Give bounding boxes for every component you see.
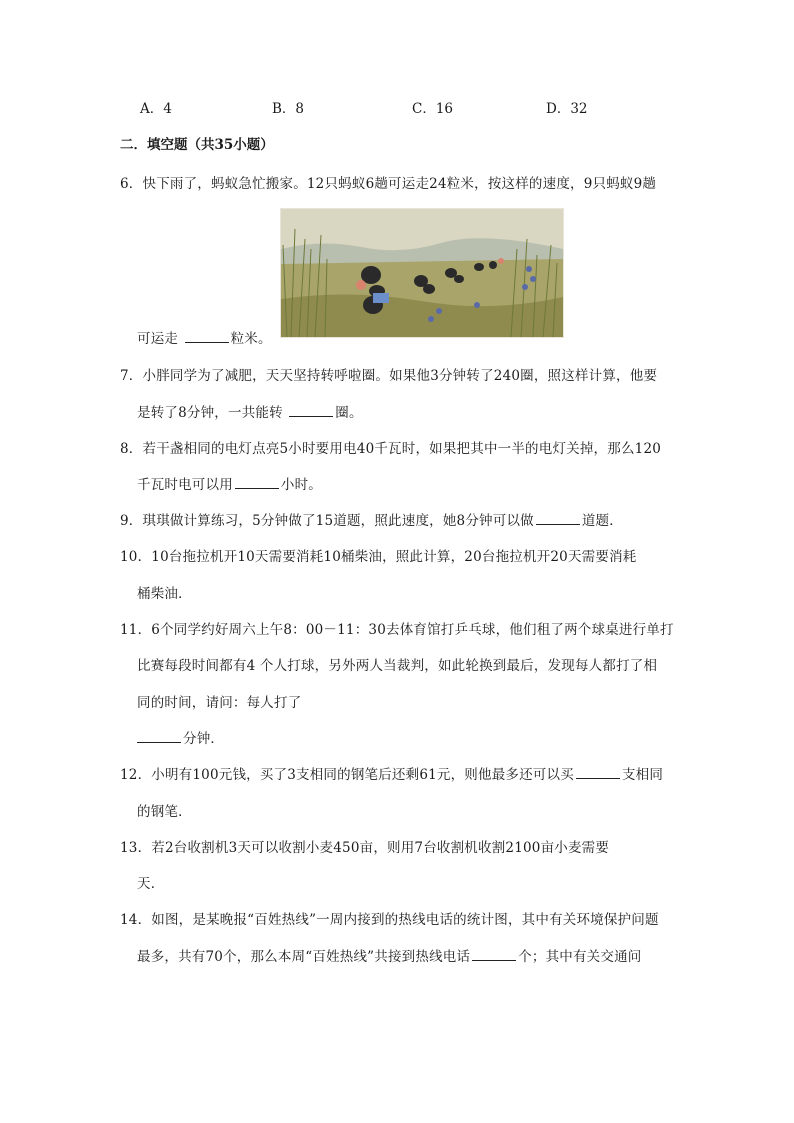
option-d: D．32 bbox=[546, 101, 588, 117]
q9-line1 bbox=[120, 509, 623, 529]
q13-line2: 天． bbox=[137, 876, 165, 892]
q8-line2-a: 千瓦时电可以用 bbox=[137, 477, 233, 493]
q6-line2-b: 粒米。 bbox=[230, 331, 272, 347]
q12-line2: 的钢笔． bbox=[137, 804, 192, 820]
option-b: B．8 bbox=[272, 101, 305, 117]
q8-line1: 8．若干盏相同的电灯点亮5小时要用电40千瓦时，如果把其中一半的电灯关掉，那么120 bbox=[120, 441, 662, 457]
q8-answer-blank[interactable] bbox=[235, 476, 279, 489]
q10-line1: 10．10台拖拉机开10天需要消耗10桶柴油，照此计算，20台拖拉机开20天需要消耗 bbox=[120, 549, 637, 565]
option-c: C．16 bbox=[412, 101, 454, 117]
q7-line1: 7．小胖同学为了减肥，天天坚持转呼啦圈。如果他3分钟转了240圈，照这样计算，他要 bbox=[120, 368, 658, 384]
q12-line1-b: 支相同 bbox=[621, 767, 664, 783]
q12-line1-a: 12．小明有100元钱，买了3支相同的钢笔后还剩61元，则他最多还可以买 bbox=[120, 767, 574, 783]
q7-line2 bbox=[137, 401, 363, 421]
ants-illustration bbox=[280, 208, 564, 338]
section-title: 二．填空题（共35小题） bbox=[120, 137, 274, 153]
q11-line3: 同的时间，请问：每人打了 bbox=[137, 695, 302, 711]
q11-line1: 11．6个同学约好周六上午8：00－11：30去体育馆打乒乓球，他们租了两个球桌进行单打 bbox=[120, 622, 674, 638]
q14-answer-blank[interactable] bbox=[472, 948, 516, 961]
q6-line2-a: 可运走 bbox=[137, 331, 179, 347]
q8-line2 bbox=[137, 473, 322, 493]
q9-answer-blank[interactable] bbox=[536, 512, 580, 525]
q12-answer-blank[interactable] bbox=[576, 766, 620, 779]
ants-scene-icon bbox=[281, 209, 563, 337]
q11-line2: 比赛每段时间都有4 个人打球，另外两人当裁判，如此轮换到最后，发现每人都打了相 bbox=[137, 658, 658, 674]
q11-answer-blank[interactable] bbox=[137, 730, 181, 743]
q9-line1-b: 道题． bbox=[581, 513, 623, 529]
q14-line2 bbox=[137, 945, 642, 965]
q14-line2-a: 最多，共有70个，那么本周“百姓热线”共接到热线电话 bbox=[137, 949, 471, 965]
q14-line2-b: 个；其中有关交通问 bbox=[518, 949, 642, 965]
q6-answer-blank[interactable] bbox=[185, 330, 229, 343]
option-a: A．4 bbox=[140, 101, 172, 117]
q7-line2-a: 是转了8分钟，一共能转 bbox=[137, 405, 283, 421]
q10-line2: 桶柴油． bbox=[137, 586, 192, 602]
q12-line1 bbox=[120, 763, 663, 783]
q6-line2 bbox=[137, 327, 272, 347]
q11-line4 bbox=[137, 727, 224, 747]
q7-line2-b: 圈。 bbox=[335, 405, 363, 421]
q8-line2-b: 小时。 bbox=[280, 477, 323, 493]
q11-line4-b: 分钟． bbox=[183, 731, 225, 747]
q13-line1: 13．若2台收割机3天可以收割小麦450亩，则用7台收割机收割2100亩小麦需要 bbox=[120, 840, 610, 856]
q9-line1-a: 9．琪琪做计算练习，5分钟做了15道题，照此速度，她8分钟可以做 bbox=[120, 513, 534, 529]
q6-line1: 6．快下雨了，蚂蚁急忙搬家。12只蚂蚁6趟可运走24粒米，按这样的速度，9只蚂蚁9趟 bbox=[120, 176, 657, 192]
q7-answer-blank[interactable] bbox=[289, 404, 333, 417]
q14-line1: 14．如图，是某晚报“百姓热线”一周内接到的热线电话的统计图，其中有关环境保护问题 bbox=[120, 912, 659, 928]
